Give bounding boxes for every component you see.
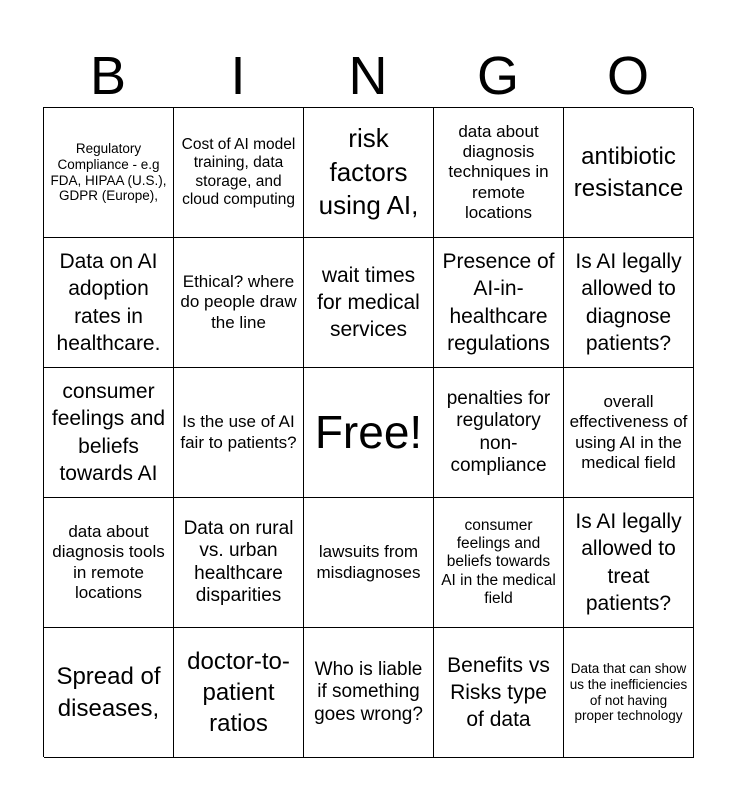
bingo-cell-o5: Data that can show us the inefficiencies of not having proper technology bbox=[564, 628, 694, 758]
bingo-cell-free: Free! bbox=[304, 368, 434, 498]
bingo-cell-b4: data about diagnosis tools in remote locations bbox=[44, 498, 174, 628]
bingo-cell-o2: Is AI legally allowed to diagnose patients? bbox=[564, 238, 694, 368]
header-letter-o: O bbox=[606, 46, 649, 106]
bingo-cell-i4: Data on rural vs. urban healthcare disparities bbox=[174, 498, 304, 628]
bingo-cell-n2: wait times for medical services bbox=[304, 238, 434, 368]
bingo-cell-g3: penalties for regulatory non-compliance bbox=[434, 368, 564, 498]
bingo-cell-b5: Spread of diseases, bbox=[44, 628, 174, 758]
header-letter-b: B bbox=[89, 46, 127, 106]
bingo-cell-b2: Data on AI adoption rates in healthcare. bbox=[44, 238, 174, 368]
bingo-cell-g4: consumer feelings and beliefs towards AI in the medical field bbox=[434, 498, 564, 628]
bingo-cell-o4: Is AI legally allowed to treat patients? bbox=[564, 498, 694, 628]
bingo-header bbox=[43, 44, 693, 108]
bingo-cell-o3: overall effectiveness of using AI in the medical field bbox=[564, 368, 694, 498]
bingo-cell-g1: data about diagnosis techniques in remote locations bbox=[434, 108, 564, 238]
bingo-cell-i1: Cost of AI model training, data storage, and cloud computing bbox=[174, 108, 304, 238]
bingo-cell-n5: Who is liable if something goes wrong? bbox=[304, 628, 434, 758]
header-letter-n: N bbox=[348, 46, 388, 106]
bingo-card-grid bbox=[43, 107, 693, 757]
bingo-cell-g2: Presence of AI-in-healthcare regulations bbox=[434, 238, 564, 368]
bingo-cell-n1: risk factors using AI, bbox=[304, 108, 434, 238]
bingo-cell-b1: Regulatory Compliance - e.g FDA, HIPAA (U.S.), GDPR (Europe), bbox=[44, 108, 174, 238]
bingo-cell-n4: lawsuits from misdiagnoses bbox=[304, 498, 434, 628]
bingo-cell-i3: Is the use of AI fair to patients? bbox=[174, 368, 304, 498]
header-letter-g: G bbox=[476, 46, 519, 106]
bingo-cell-i2: Ethical? where do people draw the line bbox=[174, 238, 304, 368]
bingo-cell-i5: doctor-to-patient ratios bbox=[174, 628, 304, 758]
header-letter-i: I bbox=[230, 46, 246, 106]
bingo-cell-o1: antibiotic resistance bbox=[564, 108, 694, 238]
bingo-cell-b3: consumer feelings and beliefs towards AI bbox=[44, 368, 174, 498]
bingo-cell-g5: Benefits vs Risks type of data bbox=[434, 628, 564, 758]
